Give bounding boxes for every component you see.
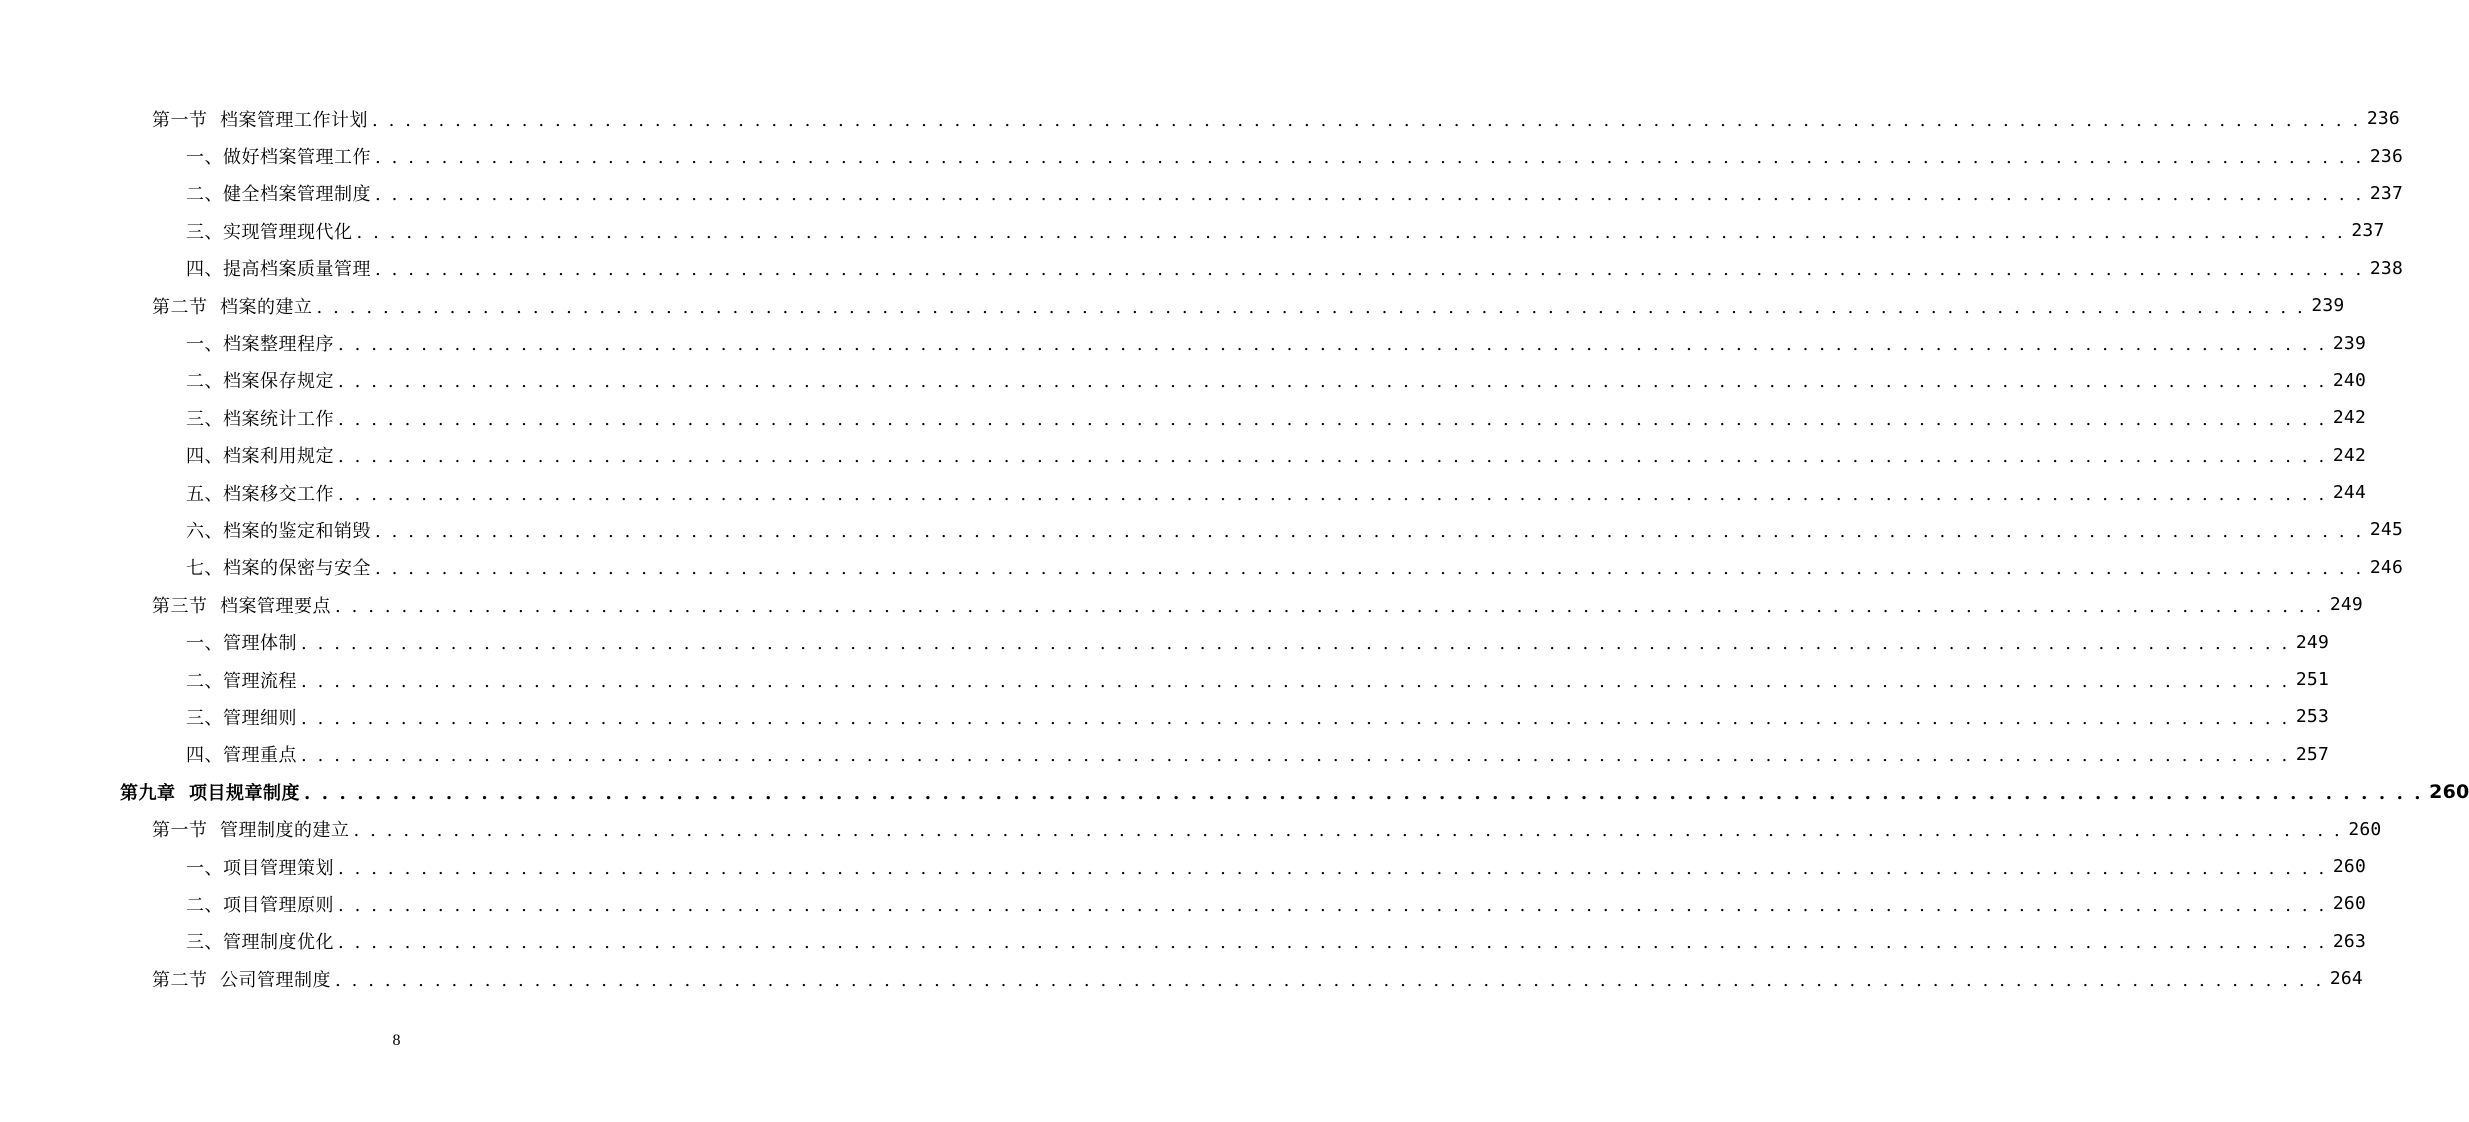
toc-dot-leader: . . . . . . . . . . . . . . . . . . . . . . . . . . . . . . . . . . . . . . . . . . . . . . . . . . . . . . . . . . . . . . . . . . . . . . . . . . . . . . . . . . . . . . . . . . . . . . . . . . . . . . . . . . . . . . . . . . . . . . . .: [338, 334, 2327, 356]
toc-dot-leader: . . . . . . . . . . . . . . . . . . . . . . . . . . . . . . . . . . . . . . . . . . . . . . . . . . . . . . . . . . . . . . . . . . . . . . . . . . . . . . . . . . . . . . . . . . . . . . . . . . . . . . . . . . . . . . . . . . . . . . . .: [375, 259, 2364, 281]
toc-entry-page: 244: [2332, 482, 2367, 504]
toc-entry-page: 249: [2295, 631, 2330, 653]
toc-dot-leader: . . . . . . . . . . . . . . . . . . . . . . . . . . . . . . . . . . . . . . . . . . . . . . . . . . . . . . . . . . . . . . . . . . . . . . . . . . . . . . . . . . . . . . . . . . . . . . . . . . . . . . . . . . . . . . . . . . . . . . . .: [301, 745, 2290, 767]
toc-entry-title: 三、档案统计工作: [186, 408, 334, 430]
toc-dot-leader: . . . . . . . . . . . . . . . . . . . . . . . . . . . . . . . . . . . . . . . . . . . . . . . . . . . . . . . . . . . . . . . . . . . . . . . . . . . . . . . . . . . . . . . . . . . . . . . . . . . . . . . . . . . . . . . . . . . . . . . .: [338, 894, 2327, 916]
page-number: 8: [392, 1032, 401, 1049]
toc-dot-leader: . . . . . . . . . . . . . . . . . . . . . . . . . . . . . . . . . . . . . . . . . . . . . . . . . . . . . . . . . . . . . . . . . . . . . . . . . . . . . . . . . . . . . . . . . . . . . . . . . . . . . . . . . . . . . . . . . . . . . . . .: [338, 857, 2327, 879]
toc-dot-leader: . . . . . . . . . . . . . . . . . . . . . . . . . . . . . . . . . . . . . . . . . . . . . . . . . . . . . . . . . . . . . . . . . . . . . . . . . . . . . . . . . . . . . . . . . . . . . . . . . . . . . . . . . . . . . . . . . . . . . . . .: [338, 408, 2327, 430]
toc-entry-page: 242: [2332, 444, 2367, 466]
toc-entry-title: 第九章 项目规章制度: [120, 782, 301, 804]
toc-entry-item[interactable]: [0, 362, 2367, 399]
toc-dot-leader: . . . . . . . . . . . . . . . . . . . . . . . . . . . . . . . . . . . . . . . . . . . . . . . . . . . . . . . . . . . . . . . . . . . . . . . . . . . . . . . . . . . . . . . . . . . . . . . . . . . . . . . . . . . . . . . . . . . . . . . .: [304, 782, 2424, 804]
toc-entry-title: 二、档案保存规定: [186, 371, 334, 393]
toc-entry-item[interactable]: [0, 549, 2404, 586]
toc-entry-item[interactable]: [0, 698, 2330, 735]
toc-entry-title: 一、项目管理策划: [186, 857, 334, 879]
toc-entry-title: 七、档案的保密与安全: [186, 558, 371, 580]
toc-entry-item[interactable]: [0, 736, 2330, 773]
toc-entry-item[interactable]: [0, 175, 2404, 212]
toc-entry-page: 242: [2332, 407, 2367, 429]
toc-entry-title: 五、档案移交工作: [186, 483, 334, 505]
toc-entry-section[interactable]: [0, 100, 2400, 137]
toc-entry-section[interactable]: [0, 586, 2363, 623]
toc-entry-title: 四、档案利用规定: [186, 446, 334, 468]
toc-dot-leader: . . . . . . . . . . . . . . . . . . . . . . . . . . . . . . . . . . . . . . . . . . . . . . . . . . . . . . . . . . . . . . . . . . . . . . . . . . . . . . . . . . . . . . . . . . . . . . . . . . . . . . . . . . . . . . . . . . . . . . . .: [316, 296, 2306, 318]
toc-dot-leader: . . . . . . . . . . . . . . . . . . . . . . . . . . . . . . . . . . . . . . . . . . . . . . . . . . . . . . . . . . . . . . . . . . . . . . . . . . . . . . . . . . . . . . . . . . . . . . . . . . . . . . . . . . . . . . . . . . . . . . . .: [301, 670, 2290, 692]
toc-entry-section[interactable]: [0, 960, 2363, 997]
toc-entry-page: 260: [2332, 856, 2367, 877]
toc-dot-leader: . . . . . . . . . . . . . . . . . . . . . . . . . . . . . . . . . . . . . . . . . . . . . . . . . . . . . . . . . . . . . . . . . . . . . . . . . . . . . . . . . . . . . . . . . . . . . . . . . . . . . . . . . . . . . . . . . . . . . . . .: [371, 109, 2361, 131]
toc-dot-leader: . . . . . . . . . . . . . . . . . . . . . . . . . . . . . . . . . . . . . . . . . . . . . . . . . . . . . . . . . . . . . . . . . . . . . . . . . . . . . . . . . . . . . . . . . . . . . . . . . . . . . . . . . . . . . . . . . . . . . . . .: [334, 595, 2324, 617]
toc-entry-title: 第一节 管理制度的建立: [152, 820, 350, 842]
toc-entry-item[interactable]: [0, 511, 2404, 548]
toc-entry-page: 260: [2429, 780, 2469, 803]
toc-entry-item[interactable]: [0, 623, 2330, 660]
toc-entry-page: 236: [2369, 145, 2404, 167]
toc-entry-item[interactable]: [0, 137, 2404, 174]
toc-entry-page: 236: [2366, 108, 2400, 130]
toc-entry-title: 四、管理重点: [186, 745, 297, 767]
toc-entry-section[interactable]: [0, 810, 2382, 847]
toc-entry-title: 第一节 档案管理工作计划: [152, 109, 368, 131]
toc-entry-page: 237: [2351, 220, 2385, 242]
toc-entry-title: 三、实现管理现代化: [186, 221, 353, 243]
toc-dot-leader: . . . . . . . . . . . . . . . . . . . . . . . . . . . . . . . . . . . . . . . . . . . . . . . . . . . . . . . . . . . . . . . . . . . . . . . . . . . . . . . . . . . . . . . . . . . . . . . . . . . . . . . . . . . . . . . . . . . . . . . .: [353, 820, 2343, 842]
toc-entry-title: 二、管理流程: [186, 670, 297, 692]
toc-entry-page: 239: [2332, 332, 2367, 354]
toc-entry-page: 257: [2295, 743, 2330, 765]
toc-dot-leader: . . . . . . . . . . . . . . . . . . . . . . . . . . . . . . . . . . . . . . . . . . . . . . . . . . . . . . . . . . . . . . . . . . . . . . . . . . . . . . . . . . . . . . . . . . . . . . . . . . . . . . . . . . . . . . . . . . . . . . . .: [375, 147, 2364, 169]
toc-dot-leader: . . . . . . . . . . . . . . . . . . . . . . . . . . . . . . . . . . . . . . . . . . . . . . . . . . . . . . . . . . . . . . . . . . . . . . . . . . . . . . . . . . . . . . . . . . . . . . . . . . . . . . . . . . . . . . . . . . . . . . . .: [338, 371, 2327, 393]
toc-entry-chapter[interactable]: [0, 773, 2469, 810]
toc-entry-section[interactable]: [0, 287, 2345, 324]
toc-entry-item[interactable]: [0, 474, 2367, 511]
toc-entry-title: 第二节 公司管理制度: [152, 969, 331, 991]
toc-entry-page: 260: [2332, 893, 2367, 915]
toc-entry-title: 一、做好档案管理工作: [186, 147, 371, 169]
toc-entry-page: 237: [2369, 182, 2404, 204]
toc-entry-title: 二、项目管理原则: [186, 894, 334, 916]
toc-entry-item[interactable]: [0, 250, 2404, 287]
toc-entry-page: 239: [2311, 295, 2345, 317]
toc-entry-page: 251: [2295, 669, 2330, 691]
toc-entry-title: 一、档案整理程序: [186, 334, 334, 356]
toc-dot-leader: . . . . . . . . . . . . . . . . . . . . . . . . . . . . . . . . . . . . . . . . . . . . . . . . . . . . . . . . . . . . . . . . . . . . . . . . . . . . . . . . . . . . . . . . . . . . . . . . . . . . . . . . . . . . . . . . . . . . . . . .: [301, 707, 2290, 729]
toc-entry-title: 四、提高档案质量管理: [186, 259, 371, 281]
toc-entry-page: 245: [2369, 519, 2404, 541]
toc-entry-title: 六、档案的鉴定和销毁: [186, 520, 371, 542]
toc-entry-page: 260: [2348, 818, 2382, 840]
toc-entry-item[interactable]: [0, 885, 2367, 922]
toc-entry-page: 238: [2369, 257, 2404, 279]
toc-entry-title: 二、健全档案管理制度: [186, 184, 371, 206]
table-of-contents: [0, 100, 2469, 997]
toc-entry-title: 三、管理细则: [186, 707, 297, 729]
toc-entry-page: 249: [2329, 594, 2363, 616]
toc-entry-title: 三、管理制度优化: [186, 932, 334, 954]
toc-dot-leader: . . . . . . . . . . . . . . . . . . . . . . . . . . . . . . . . . . . . . . . . . . . . . . . . . . . . . . . . . . . . . . . . . . . . . . . . . . . . . . . . . . . . . . . . . . . . . . . . . . . . . . . . . . . . . . . . . . . . . . . .: [338, 446, 2327, 468]
toc-entry-page: 240: [2332, 369, 2367, 391]
toc-dot-leader: . . . . . . . . . . . . . . . . . . . . . . . . . . . . . . . . . . . . . . . . . . . . . . . . . . . . . . . . . . . . . . . . . . . . . . . . . . . . . . . . . . . . . . . . . . . . . . . . . . . . . . . . . . . . . . . . . . . . . . . .: [375, 184, 2364, 206]
toc-entry-page: 253: [2295, 706, 2330, 728]
toc-entry-page: 246: [2369, 556, 2404, 578]
toc-entry-item[interactable]: [0, 923, 2367, 960]
toc-dot-leader: . . . . . . . . . . . . . . . . . . . . . . . . . . . . . . . . . . . . . . . . . . . . . . . . . . . . . . . . . . . . . . . . . . . . . . . . . . . . . . . . . . . . . . . . . . . . . . . . . . . . . . . . . . . . . . . . . . . . . . . .: [356, 221, 2346, 243]
toc-dot-leader: . . . . . . . . . . . . . . . . . . . . . . . . . . . . . . . . . . . . . . . . . . . . . . . . . . . . . . . . . . . . . . . . . . . . . . . . . . . . . . . . . . . . . . . . . . . . . . . . . . . . . . . . . . . . . . . . . . . . . . . .: [334, 969, 2324, 991]
toc-entry-item[interactable]: [0, 399, 2367, 436]
toc-entry-item[interactable]: [0, 324, 2367, 361]
toc-dot-leader: . . . . . . . . . . . . . . . . . . . . . . . . . . . . . . . . . . . . . . . . . . . . . . . . . . . . . . . . . . . . . . . . . . . . . . . . . . . . . . . . . . . . . . . . . . . . . . . . . . . . . . . . . . . . . . . . . . . . . . . .: [338, 932, 2327, 954]
toc-entry-title: 第三节 档案管理要点: [152, 595, 331, 617]
toc-entry-item[interactable]: [0, 661, 2330, 698]
toc-entry-item[interactable]: [0, 848, 2367, 885]
toc-entry-item[interactable]: [0, 212, 2385, 249]
toc-entry-page: 263: [2332, 930, 2367, 952]
toc-dot-leader: . . . . . . . . . . . . . . . . . . . . . . . . . . . . . . . . . . . . . . . . . . . . . . . . . . . . . . . . . . . . . . . . . . . . . . . . . . . . . . . . . . . . . . . . . . . . . . . . . . . . . . . . . . . . . . . . . . . . . . . .: [338, 483, 2327, 505]
toc-dot-leader: . . . . . . . . . . . . . . . . . . . . . . . . . . . . . . . . . . . . . . . . . . . . . . . . . . . . . . . . . . . . . . . . . . . . . . . . . . . . . . . . . . . . . . . . . . . . . . . . . . . . . . . . . . . . . . . . . . . . . . . .: [301, 633, 2290, 655]
toc-entry-title: 第二节 档案的建立: [152, 296, 313, 318]
toc-entry-item[interactable]: [0, 437, 2367, 474]
toc-entry-page: 264: [2329, 968, 2363, 990]
toc-dot-leader: . . . . . . . . . . . . . . . . . . . . . . . . . . . . . . . . . . . . . . . . . . . . . . . . . . . . . . . . . . . . . . . . . . . . . . . . . . . . . . . . . . . . . . . . . . . . . . . . . . . . . . . . . . . . . . . . . . . . . . . .: [375, 520, 2364, 542]
toc-entry-title: 一、管理体制: [186, 633, 297, 655]
toc-dot-leader: . . . . . . . . . . . . . . . . . . . . . . . . . . . . . . . . . . . . . . . . . . . . . . . . . . . . . . . . . . . . . . . . . . . . . . . . . . . . . . . . . . . . . . . . . . . . . . . . . . . . . . . . . . . . . . . . . . . . . . . .: [375, 558, 2364, 580]
